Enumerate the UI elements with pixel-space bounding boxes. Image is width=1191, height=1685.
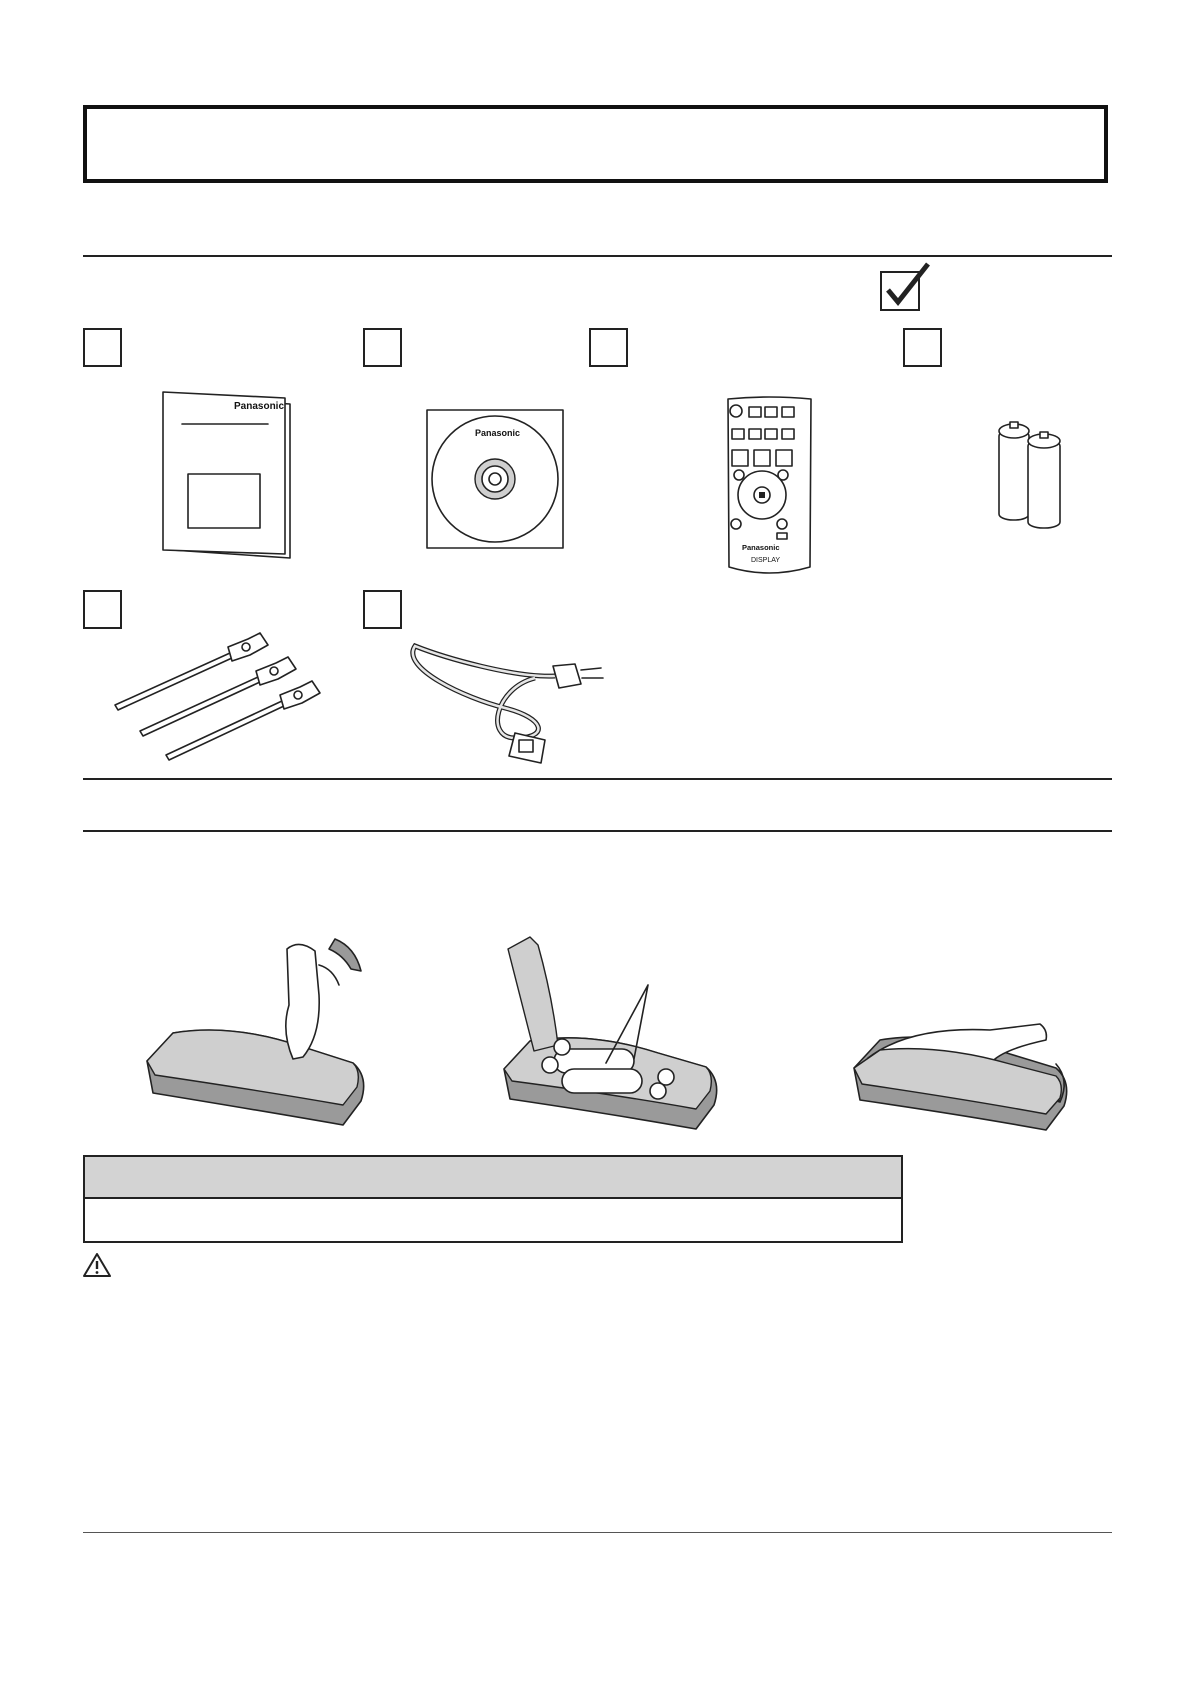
accessory-checkbox-6[interactable] [363, 590, 402, 629]
section-rule-accessories [83, 255, 1112, 257]
remote-control-image [722, 395, 817, 577]
cd-logo: Panasonic [475, 428, 521, 438]
battery-step3-image [850, 1010, 1075, 1150]
remote-label: DISPLAY [751, 557, 781, 564]
battery-step1-image [143, 935, 373, 1140]
footer-rule [83, 1532, 1112, 1533]
instruction-booklet-image [160, 390, 295, 560]
note-table-body [85, 1199, 901, 1241]
accessory-checkbox-4[interactable] [903, 328, 942, 367]
checkmark-icon [880, 262, 940, 314]
section-rule-batteries [83, 830, 1112, 832]
accessory-checkbox-5[interactable] [83, 590, 122, 629]
remote-logo: Panasonic [742, 543, 780, 552]
battery-note-table [83, 1155, 903, 1243]
booklet-logo: Panasonic [234, 401, 285, 412]
batteries-image [995, 420, 1070, 530]
battery-step2-image [498, 935, 726, 1140]
warning-triangle-icon [82, 1252, 112, 1278]
page-title-box [83, 105, 1108, 183]
accessory-checkbox-2[interactable] [363, 328, 402, 367]
ac-cord-image [405, 628, 610, 768]
cd-rom-image [425, 408, 565, 550]
accessory-checkbox-1[interactable] [83, 328, 122, 367]
accessory-checkbox-3[interactable] [589, 328, 628, 367]
note-table-header [85, 1157, 901, 1199]
cable-clamps-image [110, 625, 340, 760]
section-rule-divider [83, 778, 1112, 780]
